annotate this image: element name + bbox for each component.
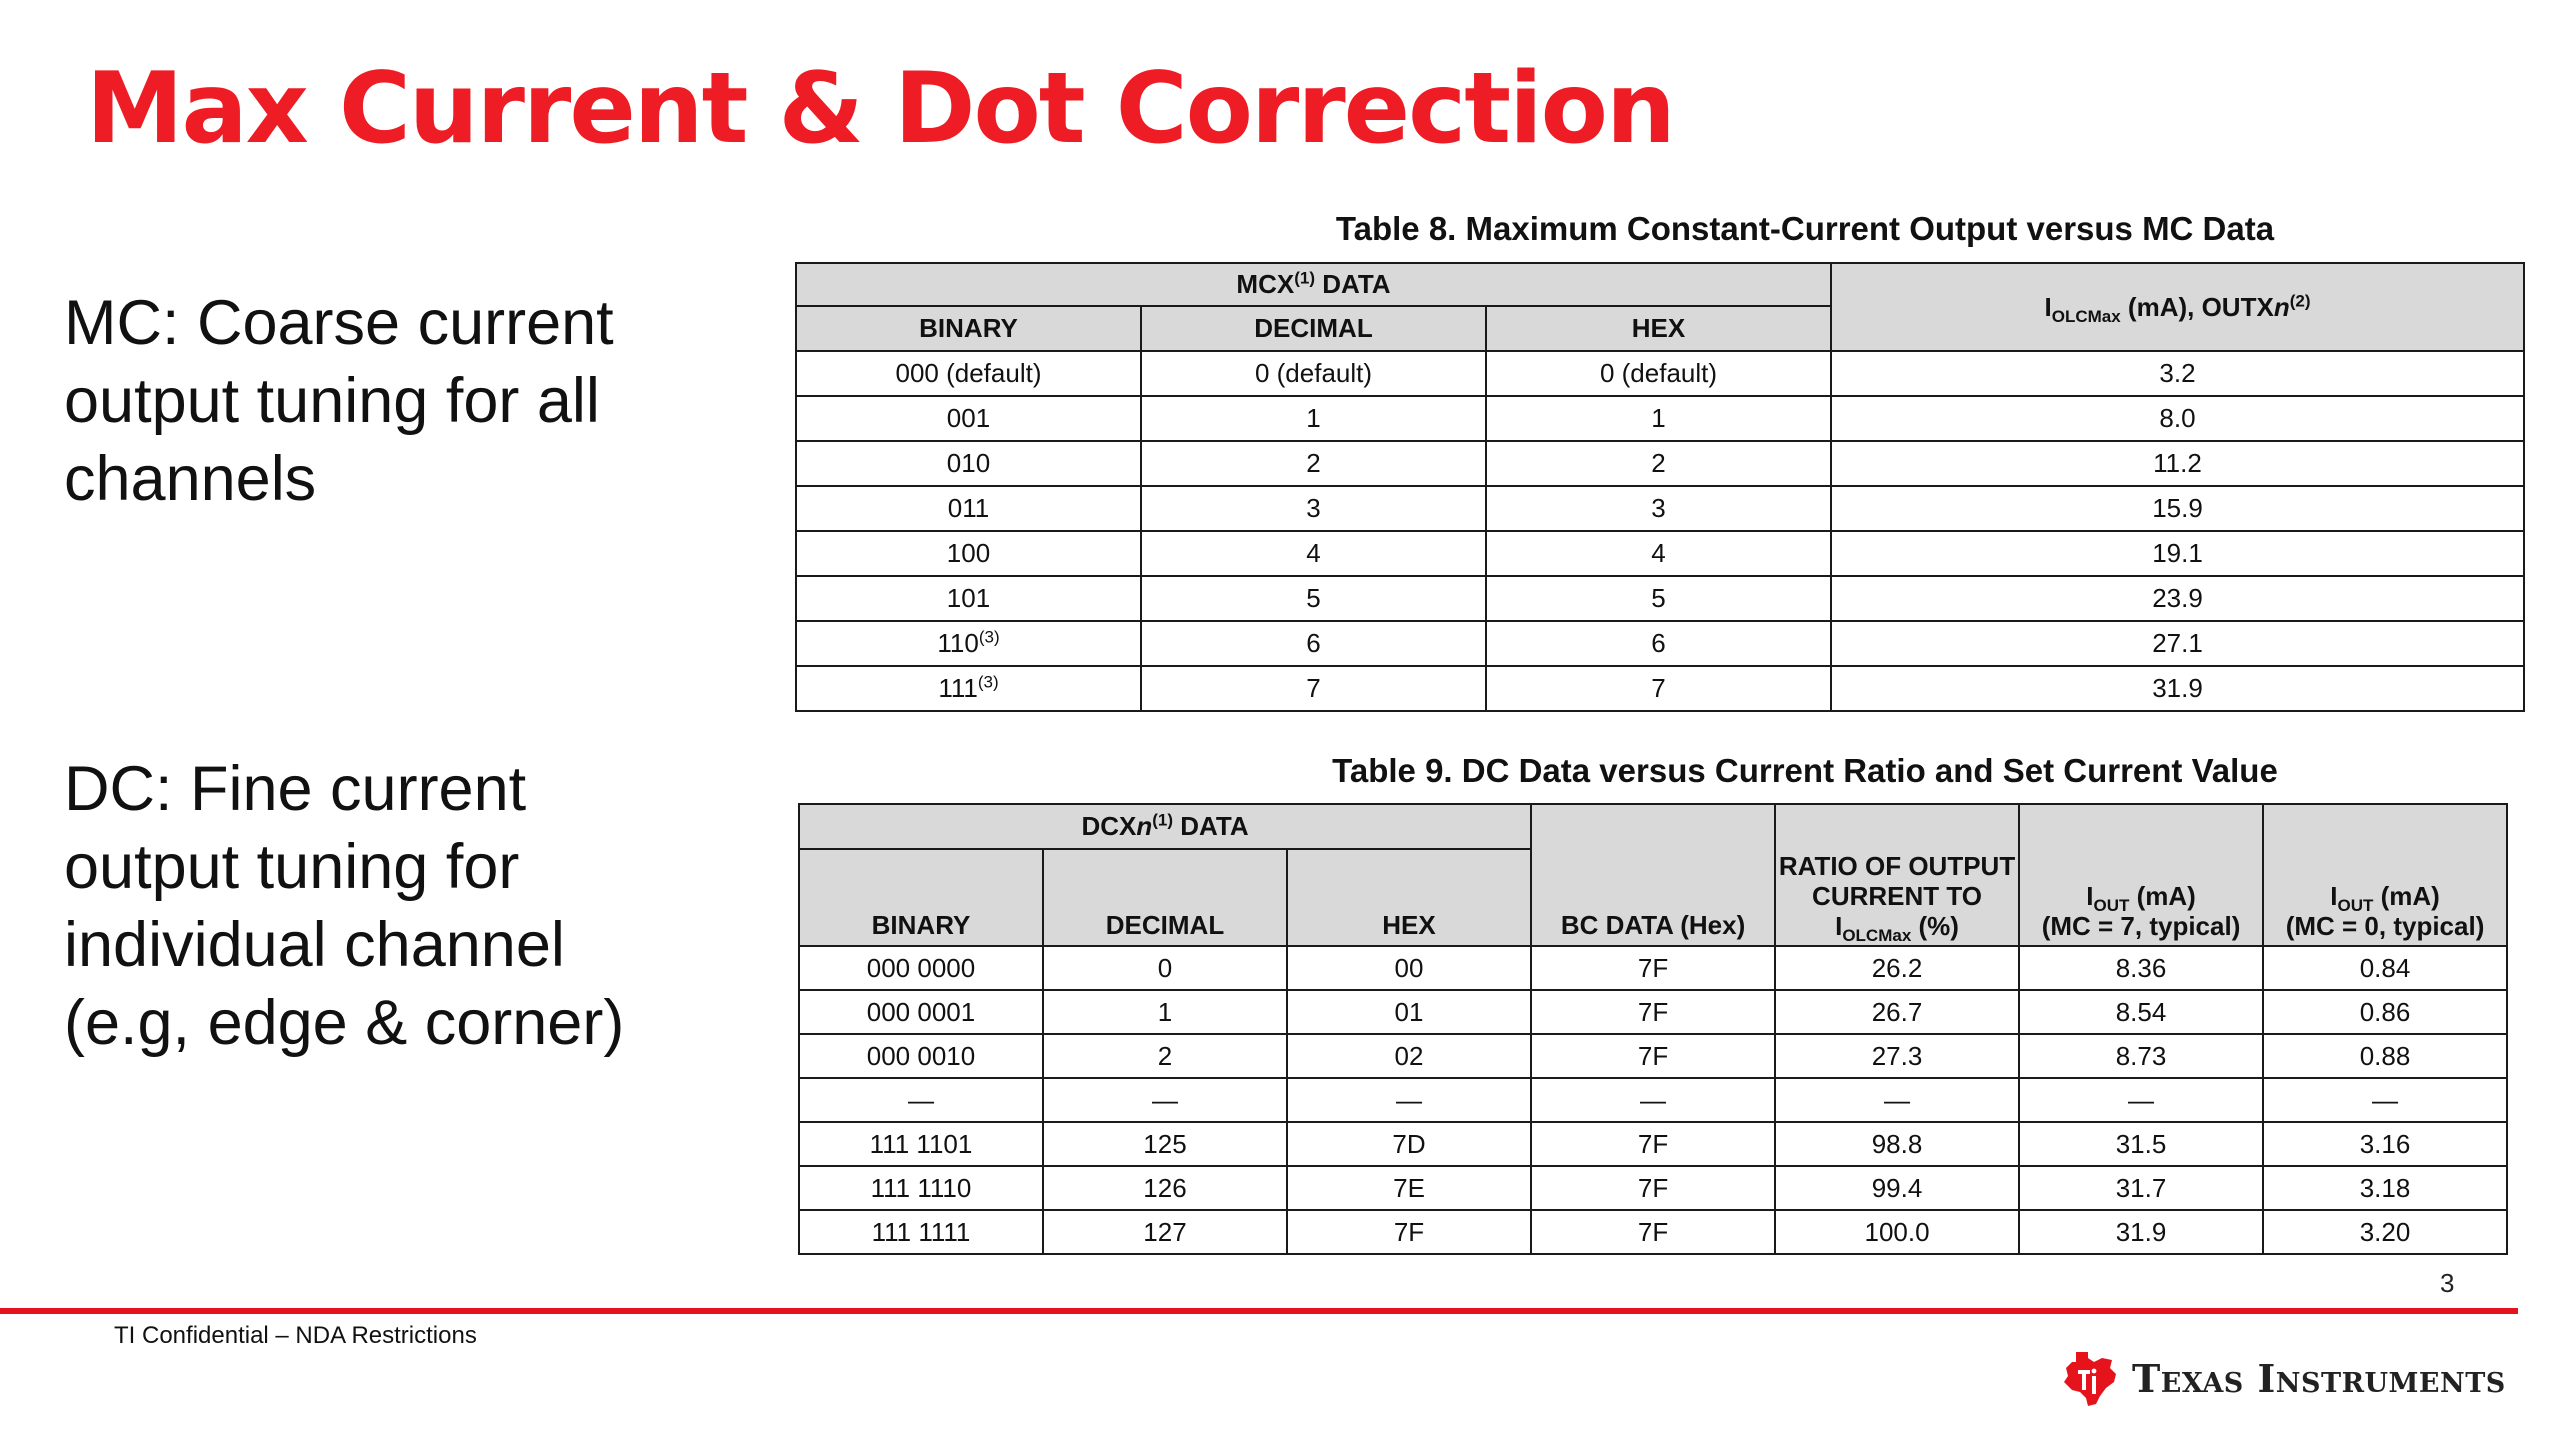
table8-caption: Table 8. Maximum Constant-Current Output versus MC Data bbox=[1335, 210, 2275, 247]
slide-number: 3 bbox=[2440, 1268, 2455, 1298]
ti-logo bbox=[2058, 1348, 2506, 1408]
table9-col-bc-data: BC DATA (Hex) bbox=[1531, 804, 1775, 946]
mc-current-table bbox=[795, 262, 2525, 712]
table8-col-decimal: DECIMAL bbox=[1141, 306, 1486, 351]
table-row: 000 0000 0 00 7F 26.2 8.36 0.84 bbox=[799, 946, 2507, 990]
table-row: 011 3 3 15.9 bbox=[796, 486, 2524, 531]
texas-instruments-logo-icon bbox=[2058, 1348, 2120, 1408]
table-row: 110$^{(3)}$ 6 6 27.1 bbox=[796, 621, 2524, 666]
dc-current-table bbox=[798, 803, 2508, 1255]
table9-caption: Table 9. DC Data versus Current Ratio and Set Current Value bbox=[1332, 752, 2278, 789]
dc-description: DC: Fine current output tuning for individual channel (e.g, edge & corner) bbox=[64, 754, 625, 1058]
table9-col-ratio: RATIO OF OUTPUT CURRENT TO $I_{OLCMax}$ (%) bbox=[1775, 804, 2019, 946]
table9-col-decimal: DECIMAL bbox=[1043, 849, 1287, 946]
table9-col-iout-mc7: $I_{OUT}$ (mA) (MC = 7, typical) bbox=[2019, 804, 2263, 946]
table8-col-hex: HEX bbox=[1486, 306, 1831, 351]
confidential-footer: TI Confidential – NDA Restrictions bbox=[114, 1322, 477, 1349]
table-row: 111 1111 127 7F 7F 100.0 31.9 3.20 bbox=[799, 1210, 2507, 1254]
table-row: 101 5 5 23.9 bbox=[796, 576, 2524, 621]
table9-group-header: DCXn$^{(1)}$ DATA bbox=[799, 804, 1531, 849]
table9-col-binary: BINARY bbox=[799, 849, 1043, 946]
table-row: 010 2 2 11.2 bbox=[796, 441, 2524, 486]
table-row: 100 4 4 19.1 bbox=[796, 531, 2524, 576]
table-row: 001 1 1 8.0 bbox=[796, 396, 2524, 441]
ti-logo-text: Texas Instruments bbox=[2132, 1355, 2506, 1401]
table-row: 000 0001 1 01 7F 26.7 8.54 0.86 bbox=[799, 990, 2507, 1034]
table8-group-header: MCX$^{(1)}$ DATA bbox=[796, 263, 1831, 306]
table8-output-header: $I_{OLCMax}$ (mA), OUTXn$^{(2)}$ bbox=[1831, 263, 2524, 351]
table-row: — — — — — — — bbox=[799, 1078, 2507, 1122]
table-row: 111$^{(3)}$ 7 7 31.9 bbox=[796, 666, 2524, 711]
table-row: 111 1110 126 7E 7F 99.4 31.7 3.18 bbox=[799, 1166, 2507, 1210]
table8-col-binary: BINARY bbox=[796, 306, 1141, 351]
footer-divider bbox=[0, 1308, 2518, 1314]
table-row: 111 1101 125 7D 7F 98.8 31.5 3.16 bbox=[799, 1122, 2507, 1166]
mc-description: MC: Coarse current output tuning for all channels bbox=[64, 288, 614, 514]
slide-title: Max Current & Dot Correction bbox=[86, 52, 1674, 166]
table9-col-hex: HEX bbox=[1287, 849, 1531, 946]
table9-col-iout-mc0: $I_{OUT}$ (mA) (MC = 0, typical) bbox=[2263, 804, 2507, 946]
table-row: 000 (default) 0 (default) 0 (default) 3.2 bbox=[796, 351, 2524, 396]
table-row: 000 0010 2 02 7F 27.3 8.73 0.88 bbox=[799, 1034, 2507, 1078]
